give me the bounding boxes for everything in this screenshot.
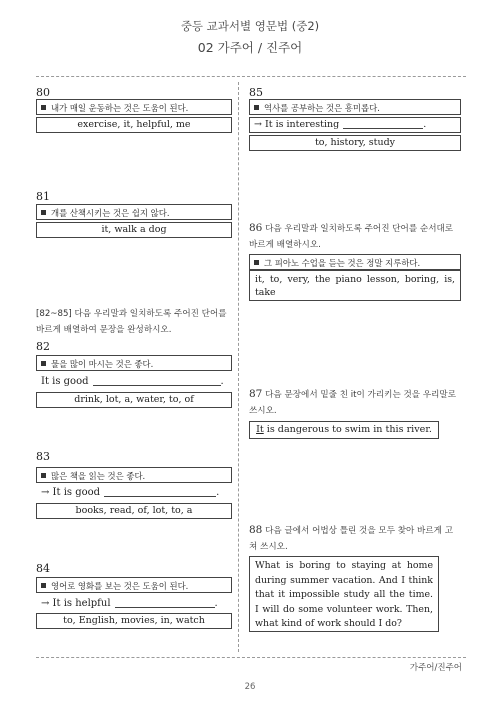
- page-subtitle: 02 가주어 / 진주어: [197, 40, 303, 55]
- bullet-square-icon: [254, 260, 259, 265]
- top-divider: [36, 76, 466, 77]
- instruction-82-85: [82~85] 다음 우리말과 일치하도록 주어진 단어를 바르게 배열하여 문장을 완성하시오.: [36, 309, 227, 335]
- q85-korean: 역사를 공부하는 것은 흥미롭다.: [264, 103, 380, 113]
- q82-korean-box: [36, 355, 232, 371]
- q82-number: 82: [36, 340, 50, 353]
- q87-sentence-box: [249, 421, 439, 439]
- page-number: 26: [244, 682, 256, 692]
- page-title: 중등 교과서별 영문법 (중2): [180, 19, 320, 33]
- q88-number: 88: [249, 524, 263, 536]
- q85-words-box: [249, 135, 461, 151]
- q83-korean-box: [36, 467, 232, 483]
- q87-instruction: [249, 386, 461, 419]
- q80-number: 80: [36, 86, 50, 99]
- q85-korean-box: [249, 99, 461, 115]
- q84-answer-line: → It is helpful .: [41, 598, 218, 609]
- q82-answer-prefix: It is good: [41, 376, 89, 387]
- q80-korean: 내가 매일 운동하는 것은 도움이 된다.: [51, 103, 189, 113]
- q87-underlined-it: It: [256, 424, 264, 435]
- q87-sentence-rest: is dangerous to swim in this river.: [263, 424, 432, 435]
- q85-answer-box: → It is interesting .: [249, 117, 461, 133]
- bottom-divider: [36, 657, 466, 658]
- q84-answer-blank[interactable]: [115, 597, 215, 608]
- q80-words: exercise, it, helpful, me: [77, 119, 191, 130]
- q84-words-box: [36, 613, 232, 629]
- q81-korean: 개를 산책시키는 것은 쉽지 않다.: [51, 208, 170, 218]
- q84-number: 84: [36, 562, 50, 575]
- q84-korean-box: [36, 577, 232, 593]
- q86-instruction: [249, 220, 461, 253]
- q83-korean: 많은 책을 읽는 것은 좋다.: [51, 471, 146, 481]
- q87-number: 87: [249, 388, 263, 400]
- q81-number: 81: [36, 190, 50, 203]
- q88-instruction: [249, 522, 461, 555]
- q83-words-box: [36, 503, 232, 519]
- bullet-square-icon: [41, 473, 46, 478]
- bullet-square-icon: [41, 361, 46, 366]
- footer-label: 가주어/진주어: [409, 663, 462, 673]
- bullet-square-icon: [41, 583, 46, 588]
- q84-answer-prefix: → It is helpful: [41, 598, 111, 609]
- q83-number: 83: [36, 450, 50, 463]
- q86-korean-box: [249, 254, 461, 270]
- q85-number: 85: [249, 86, 263, 99]
- q80-words-box: [36, 117, 232, 133]
- q84-words: to, English, movies, in, watch: [63, 615, 205, 626]
- column-divider: [238, 82, 239, 652]
- q85-answer-blank[interactable]: [343, 119, 423, 129]
- q88-instruction-text: 다음 글에서 어법상 틀린 것을 모두 찾아 바르게 고쳐 쓰시오.: [249, 526, 453, 552]
- q86-instruction-text: 다음 우리말과 일치하도록 주어진 단어를 순서대로 바르게 배열하시오.: [249, 224, 454, 250]
- q83-answer-prefix: → It is good: [41, 487, 101, 498]
- q86-number: 86: [249, 222, 263, 234]
- q81-words-box: [36, 222, 232, 238]
- q82-answer-blank[interactable]: [93, 375, 221, 386]
- bullet-square-icon: [41, 210, 46, 215]
- bullet-square-icon: [254, 105, 259, 110]
- q83-answer-blank[interactable]: [104, 486, 216, 497]
- q85-words: to, history, study: [314, 137, 396, 148]
- q83-words: books, read, of, lot, to, a: [75, 505, 193, 516]
- q81-korean-box: [36, 204, 232, 220]
- q82-answer-line: It is good .: [41, 376, 224, 387]
- q88-passage: What is boring to staying at home during summer vacation. And I think that it impossible study all the time. I will do some volunteer work. Then, what kind of work should I do?: [255, 560, 433, 629]
- q82-words-box: [36, 392, 232, 408]
- q88-passage-box: [249, 556, 439, 632]
- q86-words: it, to, very, the piano lesson, boring, is, take: [255, 274, 455, 298]
- q86-korean: 그 피아노 수업을 듣는 것은 정말 지루하다.: [264, 258, 421, 268]
- q80-korean-box: [36, 99, 232, 115]
- bullet-square-icon: [41, 105, 46, 110]
- q82-words: drink, lot, a, water, to, of: [74, 394, 194, 405]
- q87-instruction-text: 다음 문장에서 밑줄 친 it이 가리키는 것을 우리말로 쓰시오.: [249, 390, 457, 416]
- q83-answer-line: → It is good .: [41, 487, 220, 498]
- q86-words-box: [249, 270, 461, 301]
- q82-korean: 물을 많이 마시는 것은 좋다.: [51, 359, 154, 369]
- q85-answer-prefix: → It is interesting: [254, 119, 340, 130]
- q81-words: it, walk a dog: [101, 224, 167, 235]
- q84-korean: 영어로 영화를 보는 것은 도움이 된다.: [51, 581, 189, 591]
